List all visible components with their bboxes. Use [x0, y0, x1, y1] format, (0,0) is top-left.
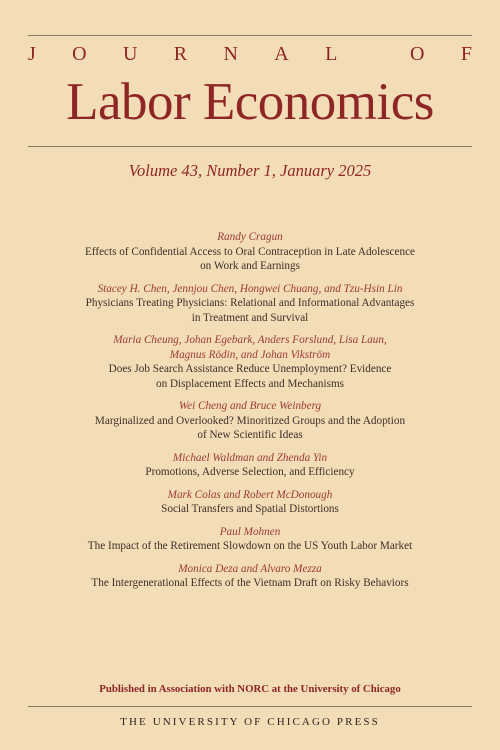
heading-letter: F: [460, 43, 472, 65]
heading-letter: O: [72, 43, 87, 65]
title-line: on Work and Earnings: [200, 260, 300, 272]
publisher-name: THE UNIVERSITY OF CHICAGO PRESS: [120, 716, 380, 728]
author-line: Paul Mohnen: [219, 525, 281, 538]
article-authors: [40, 333, 460, 362]
article-authors: [40, 451, 460, 466]
title-line: Effects of Confidential Access to Oral Contraception in Late Adolescence: [84, 245, 416, 258]
bottom-rule: [28, 706, 472, 707]
article-title: [40, 502, 460, 517]
title-rule: [28, 146, 472, 147]
title-line: of New Scientific Ideas: [197, 429, 303, 441]
journal-title: Labor Economics: [66, 73, 434, 131]
title-line: Marginalized and Overlooked? Minoritized Groups and the Adoption: [94, 414, 406, 427]
table-of-contents: [40, 230, 460, 599]
article-title: [40, 362, 460, 391]
title-line: Promotions, Adverse Selection, and Efficiency: [145, 466, 355, 478]
heading-letter: A: [274, 43, 289, 65]
author-line: Randy Cragun: [217, 231, 283, 243]
title-line: in Treatment and Survival: [191, 311, 309, 324]
journal-of-heading: [28, 44, 472, 64]
heading-letter: R: [173, 43, 188, 65]
heading-letter: U: [122, 43, 138, 65]
article-authors: [40, 488, 460, 503]
article-entry: [40, 562, 460, 591]
author-line: Monica Deza and Alvaro Mezza: [178, 562, 322, 575]
title-line: Does Job Search Assistance Reduce Unemployment? Evidence: [108, 363, 392, 375]
article-title: [40, 296, 460, 325]
article-authors: [40, 399, 460, 414]
top-rule: [28, 35, 472, 36]
article-title: [40, 576, 460, 591]
issue-info: Volume 43, Number 1, January 2025: [128, 161, 372, 180]
article-authors: [40, 282, 460, 297]
author-line: Mark Colas and Robert McDonough: [167, 488, 333, 501]
heading-letter: O: [410, 43, 425, 65]
title-line: The Impact of the Retirement Slowdown on the US Youth Labor Market: [87, 540, 413, 552]
author-line: Maria Cheung, Johan Egebark, Anders Forslund, Lisa Laun,: [113, 334, 387, 346]
article-title: [40, 414, 460, 443]
article-authors: [40, 230, 460, 245]
heading-letter: J: [28, 43, 36, 65]
title-line: Social Transfers and Spatial Distortions: [161, 503, 339, 515]
article-authors: [40, 525, 460, 540]
article-entry: [40, 451, 460, 480]
author-line: Michael Waldman and Zhenda Yin: [172, 451, 328, 464]
article-entry: [40, 230, 460, 274]
article-entry: [40, 525, 460, 554]
article-entry: [40, 333, 460, 391]
article-title: [40, 245, 460, 274]
article-title: [40, 465, 460, 480]
author-line: Magnus Rödin, and Johan Vikström: [169, 348, 331, 361]
title-line: on Displacement Effects and Mechanisms: [155, 377, 345, 390]
article-authors: [40, 562, 460, 577]
heading-letter: L: [325, 43, 338, 65]
article-entry: [40, 488, 460, 517]
title-line: Physicians Treating Physicians: Relational and Informational Advantages: [85, 297, 415, 309]
author-line: Stacey H. Chen, Jennjou Chen, Hongwei Chuang, and Tzu-Hsin Lin: [97, 282, 403, 295]
article-entry: [40, 282, 460, 326]
association-line: Published in Association with NORC at the University of Chicago: [99, 683, 401, 695]
article-entry: [40, 399, 460, 443]
author-line: Wei Cheng and Bruce Weinberg: [178, 400, 322, 412]
article-title: [40, 539, 460, 554]
title-line: The Intergenerational Effects of the Vietnam Draft on Risky Behaviors: [91, 577, 409, 589]
heading-letter: N: [223, 43, 238, 65]
